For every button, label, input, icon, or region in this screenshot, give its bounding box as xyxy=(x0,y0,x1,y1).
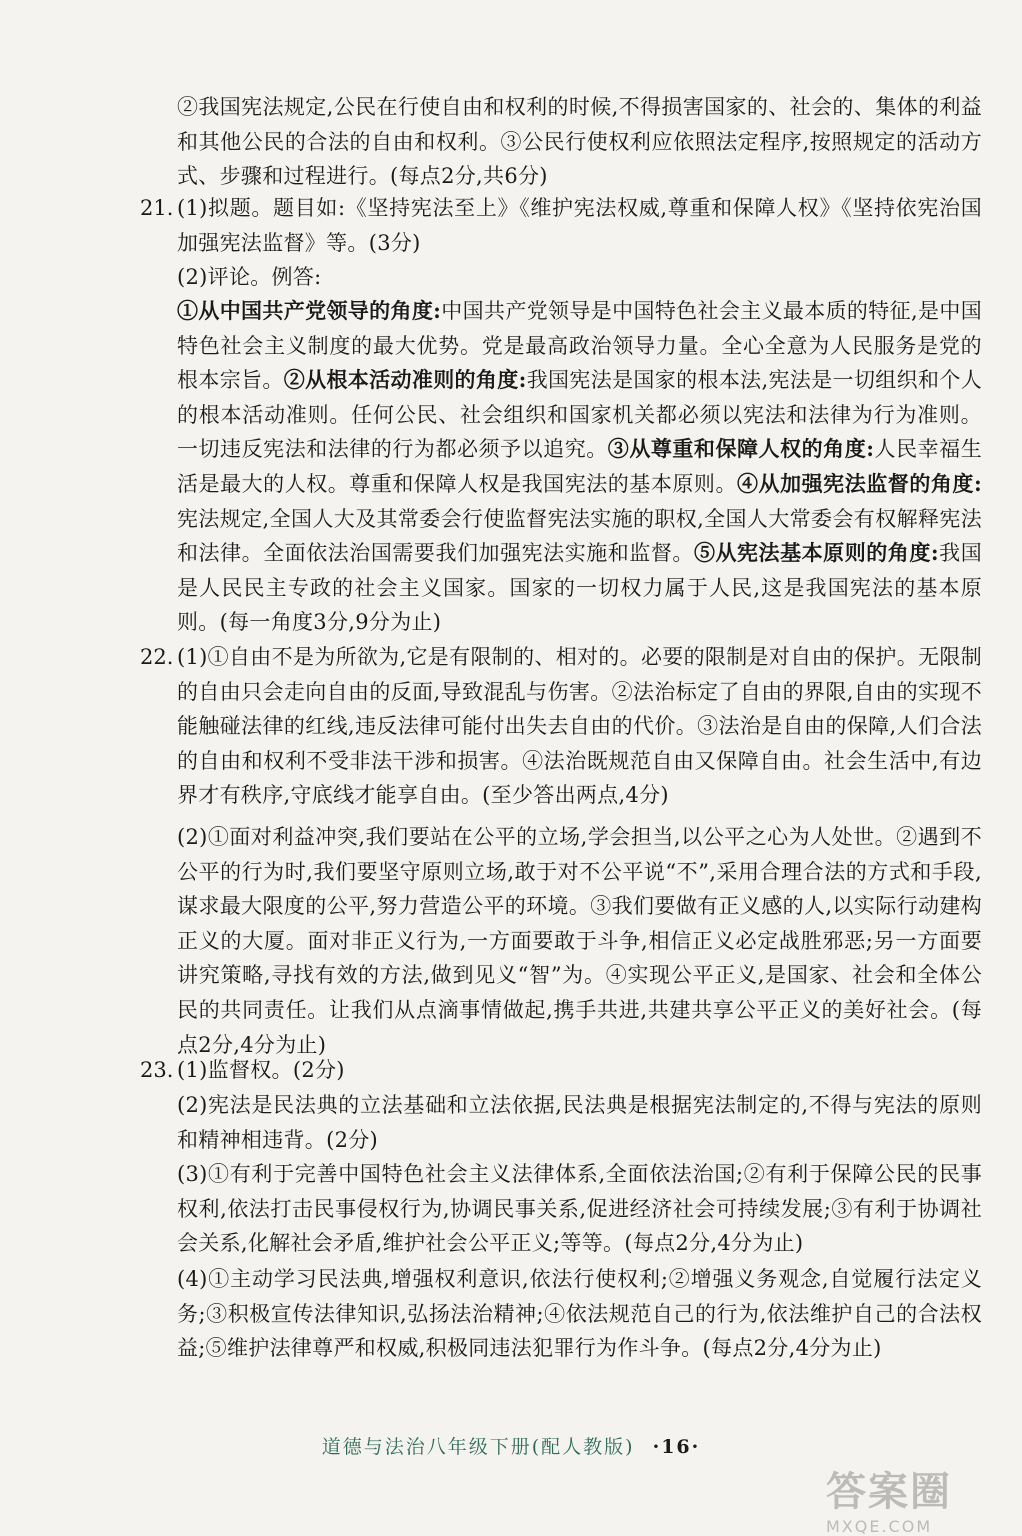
q22-part2: (2)①面对利益冲突,我们要站在公平的立场,学会担当,以公平之心为人处世。②遇到不公平的行为时,我们要坚守原则立场,敢于对不公平说“不”,采用合理合法的方式和手段,谋求最大限度的公平,努力营造公平的环境。③我们要做有正义感的人,以实际行动建构正义的大厦。面对非正义行为,一方面要敢于斗争,相信正义必定战胜邪恶;另一方面要讲究策略,寻找有效的方法,做到见义“智”为。④实现公平正义,是国家、社会和全体公民的共同责任。让我们从点滴事情做起,携手共进,共建共享公平正义的美好社会。(每点2分,4分为止) xyxy=(177,825,982,1057)
question-number-23: 23. xyxy=(140,1058,174,1082)
angle-heading: ①从中国共产党领导的角度: xyxy=(177,298,442,323)
watermark-url: MXQE.COM xyxy=(826,1517,933,1536)
answer-paragraph: ②我国宪法规定,公民在行使自由和权利的时候,不得损害国家的、社会的、集体的利益和其他公民的合法的自由和权利。③公民行使权利应依照法定程序,按照规定的活动方式、步骤和过程进行。(每点2分,共6分) xyxy=(177,95,982,189)
question-number-22: 22. xyxy=(140,645,174,669)
watermark-logo xyxy=(826,1460,994,1536)
q23-part3: (3)①有利于完善中国特色社会主义法律体系,全面依法治国;②有利于保障公民的民事权利,依法打击民事侵权行为,协调民事关系,促进经济社会可持续发展;③有利于协调社会关系,化解社会矛盾,维护社会公平正义;等等。(每点2分,4分为止) xyxy=(177,1162,982,1256)
page-number: ·16· xyxy=(652,1436,701,1458)
q21-part2-body xyxy=(177,294,982,640)
angle-text: 宪法规定,全国人大及其常委会行使监督宪法实施的职权,全国人大常委会有权解释宪法和法律。全面依法治国需要我们加强宪法实施和监督。 xyxy=(177,506,982,566)
q23-part2: (2)宪法是民法典的立法基础和立法依据,民法典是根据宪法制定的,不得与宪法的原则和精神相违背。(2分) xyxy=(177,1093,982,1152)
angle-heading: ③从尊重和保障人权的角度: xyxy=(607,436,875,462)
q22-part1: (1)①自由不是为所欲为,它是有限制的、相对的。必要的限制是对自由的保护。无限制的自由只会走向自由的反面,导致混乱与伤害。②法治标定了自由的界限,自由的实现不能触碰法律的红线,违反法律可能付出失去自由的代价。③法治是自由的保障,人们合法的自由和权利不受非法干涉和损害。④法治既规范自由又保障自由。社会生活中,有边界才有秩序,守底线才能享自由。(至少答出两点,4分) xyxy=(177,645,982,808)
angle-text: 中国共产党领导是中国特色社会主义最本质的特征,是中国特色社会主义制度的最大优势。党是最高政治领导力量。全心全意为人民服务是党的根本宗旨。 xyxy=(177,299,982,393)
angle-text: 我国是人民民主专政的社会主义国家。国家的一切权力属于人民,这是我国宪法的基本原则。(每一角度3分,9分为止) xyxy=(177,541,982,635)
q21-part2-heading: (2)评论。例答: xyxy=(177,265,322,289)
angle-heading: ④从加强宪法监督的角度: xyxy=(737,470,982,496)
book-title: 道德与法治八年级下册(配人教版) xyxy=(321,1436,635,1458)
angle-heading: ⑤从宪法基本原则的角度: xyxy=(693,540,939,566)
angle-heading: ②从根本活动准则的角度: xyxy=(283,367,527,393)
angle-text: 我国宪法是国家的根本法,宪法是一切组织和个人的根本活动准则。任何公民、社会组织和国家机关都必须以宪法和法律为行为准则。一切违反宪法和法律的行为都必须予以追究。 xyxy=(177,368,982,462)
q23-part1: (1)监督权。(2分) xyxy=(177,1058,345,1082)
question-number-21: 21. xyxy=(140,196,174,220)
angle-text: 人民幸福生活是最大的人权。尊重和保障人权是我国宪法的基本原则。 xyxy=(177,437,983,496)
watermark-text: 答案圈 xyxy=(826,1468,952,1515)
page-footer xyxy=(0,1432,1022,1459)
q21-part1: (1)拟题。题目如:《坚持宪法至上》《维护宪法权威,尊重和保障人权》《坚持依宪治国 加强宪法监督》等。(3分) xyxy=(177,196,982,255)
q23-part4: (4)①主动学习民法典,增强权利意识,依法行使权利;②增强义务观念,自觉履行法定义务;③积极宣传法律知识,弘扬法治精神;④依法规范自己的行为,依法维护自己的合法权益;⑤维护法律尊严和权威,积极同违法犯罪行为作斗争。(每点2分,4分为止) xyxy=(177,1267,982,1361)
